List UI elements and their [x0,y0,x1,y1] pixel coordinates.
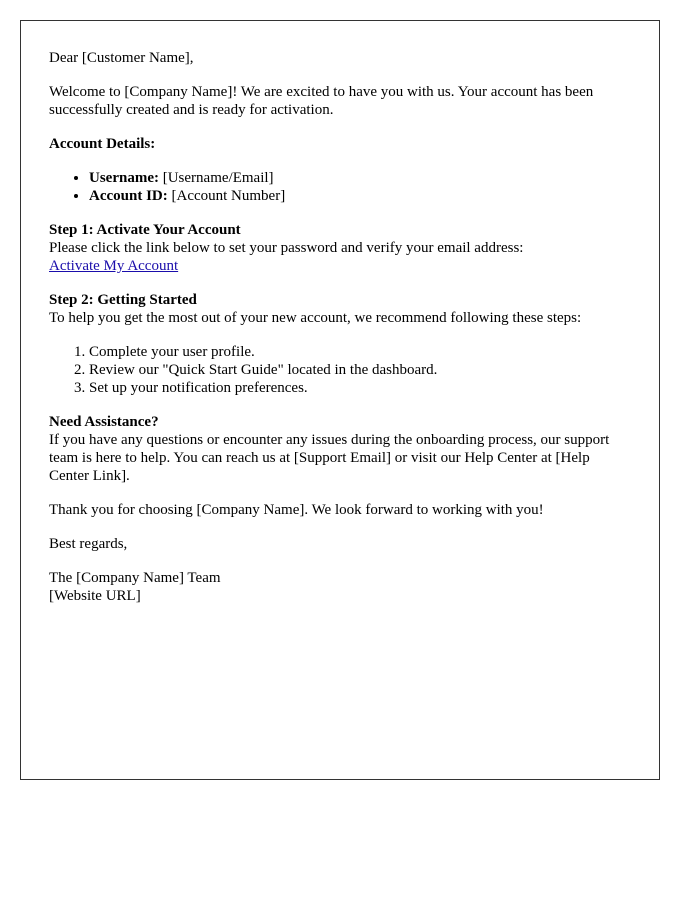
assistance-text: If you have any questions or encounter any issues during the onboarding process, our support team is here to help. You can reach us at [Support Email] or visit our Help Center at [Help Center Link]. [49,432,610,484]
step1-heading: Step 1: Activate Your Account [49,222,241,238]
signature-team: The [Company Name] Team [49,570,221,586]
account-details-list [49,169,631,205]
signature [49,569,631,605]
username-value: [Username/Email] [162,170,274,186]
step-item-1: 1. Complete your user profile. [89,343,631,361]
thanks-paragraph: Thank you for choosing [Company Name]. We look forward to working with you! [49,502,544,518]
step-item-3: 3. Set up your notification preferences. [89,379,631,397]
step1-section [49,221,631,275]
account-detail-account-id [89,187,631,205]
signature-website: [Website URL] [49,588,141,604]
letter-frame [20,20,660,780]
step1-text: Please click the link below to set your password and verify your email address: [49,240,524,256]
intro-paragraph: Welcome to [Company Name]! We are excited to have you with us. Your account has been successfully created and is ready for activation. [49,84,594,118]
step2-section [49,291,631,327]
greeting: Dear [Customer Name], [49,50,194,66]
step2-text: To help you get the most out of your new account, we recommend following these steps: [49,310,582,326]
step2-heading: Step 2: Getting Started [49,292,197,308]
account-detail-username [89,169,631,187]
assistance-heading: Need Assistance? [49,414,159,430]
getting-started-steps [49,343,631,397]
username-label: Username: [89,170,159,186]
step-item-2: 2. Review our "Quick Start Guide" located in the dashboard. [89,361,631,379]
account-id-label: Account ID: [89,188,168,204]
closing: Best regards, [49,536,128,552]
activate-account-link[interactable]: Activate My Account [49,258,179,274]
assistance-section [49,413,631,485]
account-details-heading: Account Details: [49,136,156,152]
account-id-value: [Account Number] [171,188,286,204]
